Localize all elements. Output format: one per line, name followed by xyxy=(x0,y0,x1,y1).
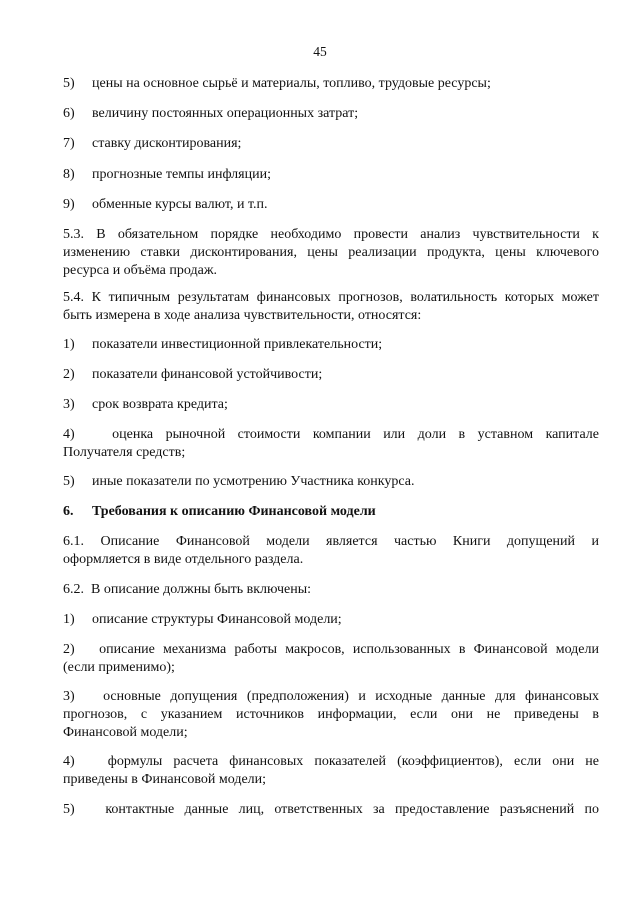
list-item-text: показатели инвестиционной привлекательности; xyxy=(92,337,383,352)
list-item-text: прогнозные темпы инфляции; xyxy=(92,167,271,182)
paragraph-line: 5.3. В обязательном порядке необходимо провести анализ чувствительности к xyxy=(63,227,599,242)
paragraph-line: 5.4. К типичным результатам финансовых прогнозов, волатильность которых может xyxy=(63,290,599,305)
list-item xyxy=(63,753,599,789)
list-item xyxy=(63,366,599,384)
list-item xyxy=(63,426,599,462)
list-item xyxy=(63,336,599,354)
list-item-text: описание структуры Финансовой модели; xyxy=(92,612,342,627)
list-item-number: 8) xyxy=(63,167,75,182)
paragraph-line: 4) оценка рыночной стоимости компании или доли в уставном капитале xyxy=(63,427,599,442)
list-item-text: обменные курсы валют, и т.п. xyxy=(92,197,268,212)
paragraph-line: быть измерена в ходе анализа чувствительности, относятся: xyxy=(63,308,422,323)
list-item-text: цены на основное сырьё и материалы, топливо, трудовые ресурсы; xyxy=(92,76,491,91)
list-item xyxy=(63,473,599,491)
paragraph-line: изменению ставки дисконтирования, цены реализации продукта, цены ключевого xyxy=(63,245,599,260)
section-heading xyxy=(63,503,599,521)
list-item xyxy=(63,396,599,414)
list-item-text: срок возврата кредита; xyxy=(92,397,228,412)
list-item xyxy=(63,801,599,819)
list-item-text: иные показатели по усмотрению Участника конкурса. xyxy=(92,474,415,489)
paragraph-6-1 xyxy=(63,533,599,569)
paragraph-5-4 xyxy=(63,289,599,325)
list-item xyxy=(63,641,599,677)
list-item-number: 5) xyxy=(63,76,75,91)
list-item xyxy=(63,611,599,629)
list-item xyxy=(63,166,599,184)
list-item-number: 1) xyxy=(63,337,75,352)
list-item-text: величину постоянных операционных затрат; xyxy=(92,106,359,121)
list-item-number: 1) xyxy=(63,612,75,627)
paragraph-line: приведены в Финансовой модели; xyxy=(63,772,267,787)
list-item xyxy=(63,196,599,214)
paragraph-5-3 xyxy=(63,226,599,280)
paragraph-line: 3) основные допущения (предположения) и исходные данные для финансовых xyxy=(63,689,599,704)
list-item-number: 3) xyxy=(63,397,75,412)
paragraph-line: 6.1. Описание Финансовой модели является частью Книги допущений и xyxy=(63,534,599,549)
list-item xyxy=(63,75,599,93)
section-title: Требования к описанию Финансовой модели xyxy=(92,504,376,519)
paragraph-line: 5) контактные данные лиц, ответственных за предоставление разъяснений по xyxy=(63,802,599,817)
paragraph-line: ресурса и объёма продаж. xyxy=(63,263,217,278)
paragraph-line: прогнозов, с указанием источников информации, если они не приведены в xyxy=(63,707,599,722)
list-item-number: 6) xyxy=(63,106,75,121)
paragraph-6-2: 6.2. В описание должны быть включены: xyxy=(63,582,312,597)
paragraph-line: Финансовой модели; xyxy=(63,725,188,740)
list-item-number: 2) xyxy=(63,367,75,382)
list-item-text: ставку дисконтирования; xyxy=(92,136,242,151)
list-item-number: 7) xyxy=(63,136,75,151)
list-item xyxy=(63,688,599,742)
paragraph-line: Получателя средств; xyxy=(63,445,186,460)
paragraph-line: 2) описание механизма работы макросов, использованных в Финансовой модели xyxy=(63,642,599,657)
paragraph-line: 4) формулы расчета финансовых показателей (коэффициентов), если они не xyxy=(63,754,599,769)
list-item-number: 5) xyxy=(63,474,75,489)
list-item-text: показатели финансовой устойчивости; xyxy=(92,367,323,382)
list-item xyxy=(63,105,599,123)
page-number: 45 xyxy=(313,44,327,59)
list-item-number: 9) xyxy=(63,197,75,212)
paragraph-line: оформляется в виде отдельного раздела. xyxy=(63,552,304,567)
paragraph-line: (если применимо); xyxy=(63,660,175,675)
section-number: 6. xyxy=(63,504,74,519)
list-item xyxy=(63,135,599,153)
